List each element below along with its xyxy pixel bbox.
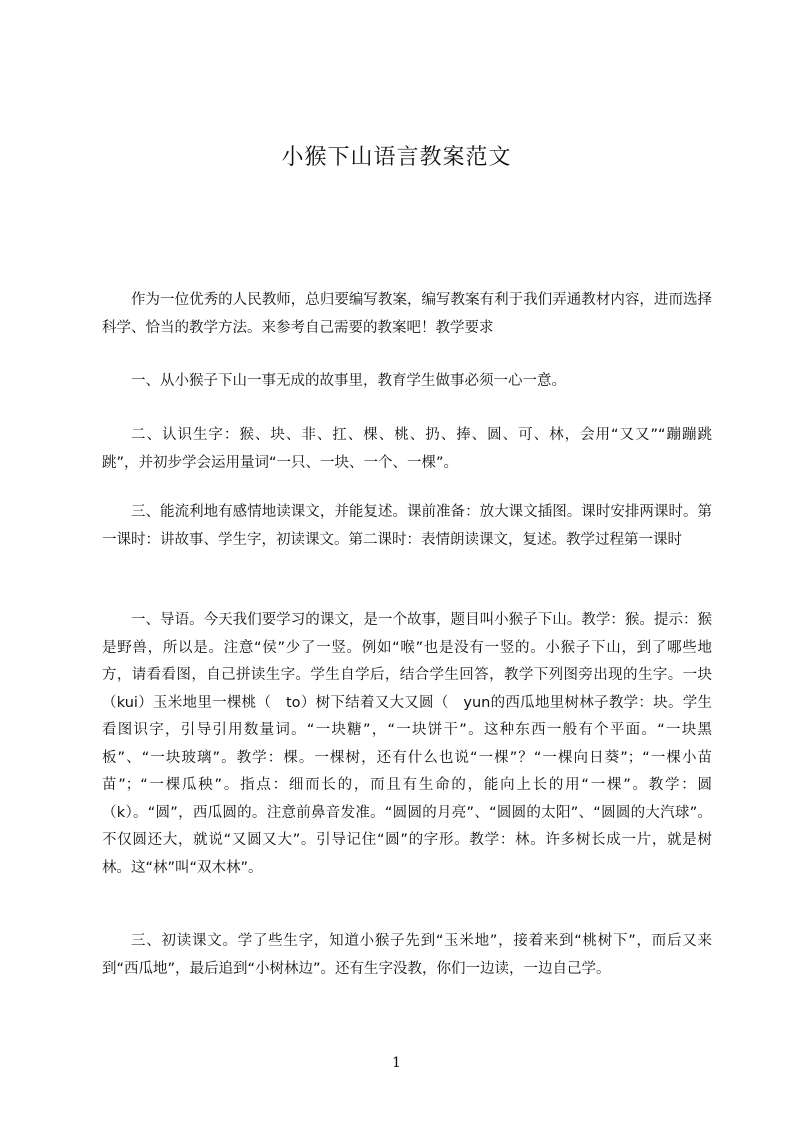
paragraph-goal-2 [102, 422, 712, 477]
paragraph-text: 二、认识生字：猴、块、非、扛、棵、桃、扔、捧、圆、可、林，会用“又又”“蹦蹦跳跳”，并初步学会运用量词“一只、一块、一个、一棵”。 [102, 427, 712, 471]
paragraph-text: 三、初读课文。学了些生字，知道小猴子先到“玉米地”，接着来到“桃树下”，而后又来到“西瓜地”，最后追到“小树林边”。还有生字没教，你们一边读，一边自己学。 [102, 933, 712, 977]
paragraph-goal-1 [102, 368, 712, 396]
paragraph-lesson-intro [102, 607, 712, 882]
paragraph-text: 三、能流利地有感情地读课文，并能复述。课前准备：放大课文插图。课时安排两课时。第一课时：讲故事、学生字，初读课文。第二课时：表情朗读课文，复述。教学过程第一课时 [102, 504, 712, 548]
paragraph-first-reading [102, 928, 712, 983]
paragraph-text: 作为一位优秀的人民教师，总归要编写教案，编写教案有利于我们弄通教材内容，进而选择科学、恰当的教学方法。来参考自己需要的教案吧！教学要求 [102, 292, 712, 336]
paragraph-goal-3 [102, 499, 712, 554]
paragraph-text: 一、从小猴子下山一事无成的故事里，教育学生做事必须一心一意。 [131, 373, 566, 389]
page-number: 1 [392, 1055, 401, 1071]
paragraph-text: 一、导语。今天我们要学习的课文，是一个故事，题目叫小猴子下山。教学：猴。提示：猴是野兽，所以是。注意“侯”少了一竖。例如“喉”也是没有一竖的。小猴子下山，到了哪些地方，请看看图，自己拼读生字。学生自学后，结合学生回答，教学下列图旁出现的生字。一块（kui）玉米地里一棵桃（ to）树下结着又大又圆（ yun的西瓜地里树林子教学：块。学生看图识字，引导引用数量词。“一块糖”，“一块饼干”。这种东西一般有个平面。“一块黑板”、“一块玻璃”。教学：棵。一棵树，还有什么也说“一棵”？“一棵向日葵”；“一棵小苗苗”；“一棵瓜秧”。指点：细而长的，而且有生命的，能向上长的用“一棵”。教学：圆（k）。“圆”，西瓜圆的。注意前鼻音发准。“圆圆的月亮”、“圆圆的太阳”、“圆圆的大汽球”。不仅圆还大，就说“又圆又大”。引导记住“圆”的字形。教学：林。许多树长成一片，就是树林。这“林”叫“双木林”。 [102, 612, 712, 876]
paragraph-intro [102, 287, 712, 342]
page-title: 小猴下山语言教案范文 [281, 145, 512, 170]
